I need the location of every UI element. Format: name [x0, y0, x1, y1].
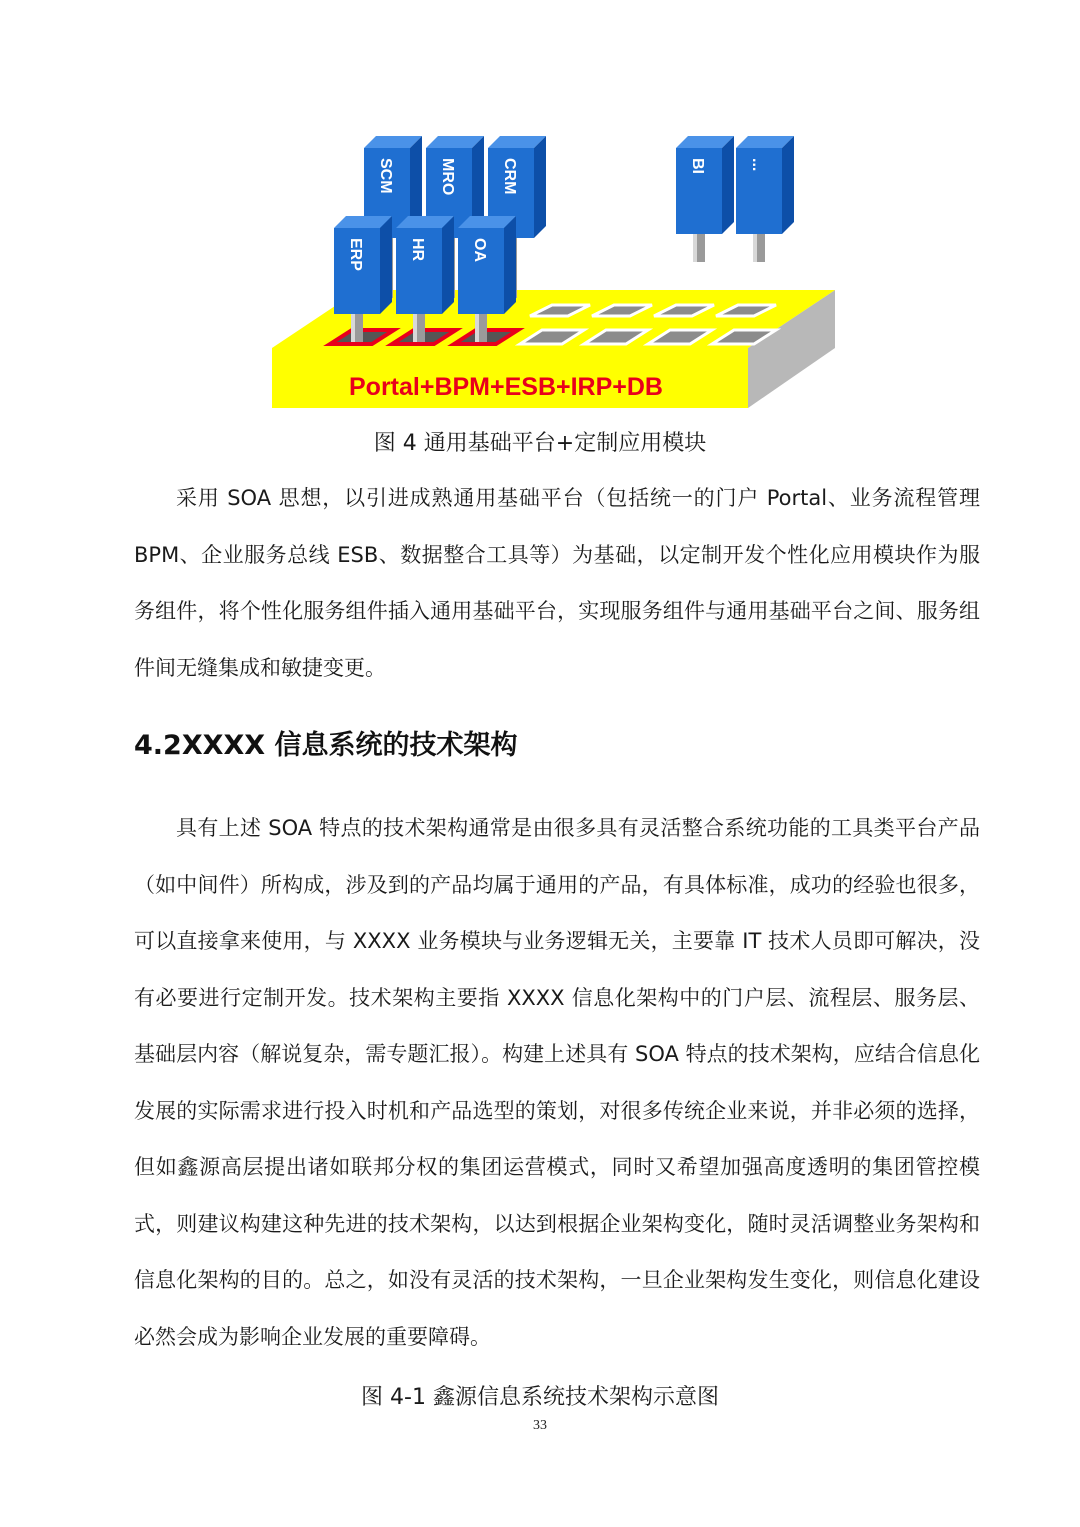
module-side-face — [442, 216, 454, 314]
paragraph-soa-approach: 采用 SOA 思想，以引进成熟通用基础平台（包括统一的门户 Portal、业务流程管理 BPM、企业服务总线 ESB、数据整合工具等）为基础，以定制开发个性化应用模块作为服务组件，将个性化服务组件插入通用基础平台，实现服务组件与通用基础平台之间、服务组件间无缝集成和敏捷变更。 — [134, 486, 980, 680]
soa-platform-figure — [0, 0, 1080, 420]
module-moremoremore — [736, 136, 794, 262]
module-label: MRO — [439, 158, 456, 196]
module-connector-highlight — [475, 314, 479, 342]
module-label: ERP — [347, 238, 364, 271]
figure-4-1-caption: 图 4-1 鑫源信息系统技术架构示意图 — [361, 1385, 719, 1410]
module-connector-highlight — [693, 234, 697, 262]
page-number: 33 — [533, 1418, 547, 1433]
module-connector-highlight — [351, 314, 355, 342]
module-bi — [676, 136, 734, 262]
module-label: BI — [689, 158, 706, 174]
module-connector-highlight — [753, 234, 757, 262]
module-label: SCM — [377, 158, 394, 194]
module-side-face — [504, 216, 516, 314]
module-side-face — [782, 136, 794, 234]
module-label: ... — [749, 158, 766, 172]
section-heading: 4.2XXXX 信息系统的技术架构 — [134, 730, 518, 761]
module-label: HR — [409, 238, 426, 262]
module-side-face — [722, 136, 734, 234]
detached-module-row — [676, 136, 794, 262]
paragraph-technical-architecture: 具有上述 SOA 特点的技术架构通常是由很多具有灵活整合系统功能的工具类平台产品（如中间件）所构成，涉及到的产品均属于通用的产品，有具体标准，成功的经验也很多，可以直接拿来使用，与 XXXX 业务模块与业务逻辑无关，主要靠 IT 技术人员即可解决，没有必要进行定制开发。技术架构主要指 XXXX 信息化架构中的门户层、流程层、服务层、基础层内容（解说复杂，需专题汇报）。构建上述具有 SOA 特点的技术架构，应结合信息化发展的实际需求进行投入时机和产品选型的策划，对很多传统企业来说，并非必须的选择，但如鑫源高层提出诸如联邦分权的集团运营模式，同时又希望加强高度透明的集团管控模式，则建议构建这种先进的技术架构，以达到根据企业架构变化，随时灵活调整业务架构和信息化架构的目的。总之，如没有灵活的技术架构，一旦企业架构发生变化，则信息化建设必然会成为影响企业发展的重要障碍。 — [134, 816, 980, 1349]
module-side-face — [380, 216, 392, 314]
platform-label: Portal+BPM+ESB+IRP+DB — [349, 373, 663, 401]
module-label: OA — [471, 238, 488, 262]
module-side-face — [534, 136, 546, 238]
module-label: CRM — [501, 158, 518, 195]
module-connector-highlight — [413, 314, 417, 342]
figure-caption: 图 4 通用基础平台+定制应用模块 — [373, 431, 707, 456]
